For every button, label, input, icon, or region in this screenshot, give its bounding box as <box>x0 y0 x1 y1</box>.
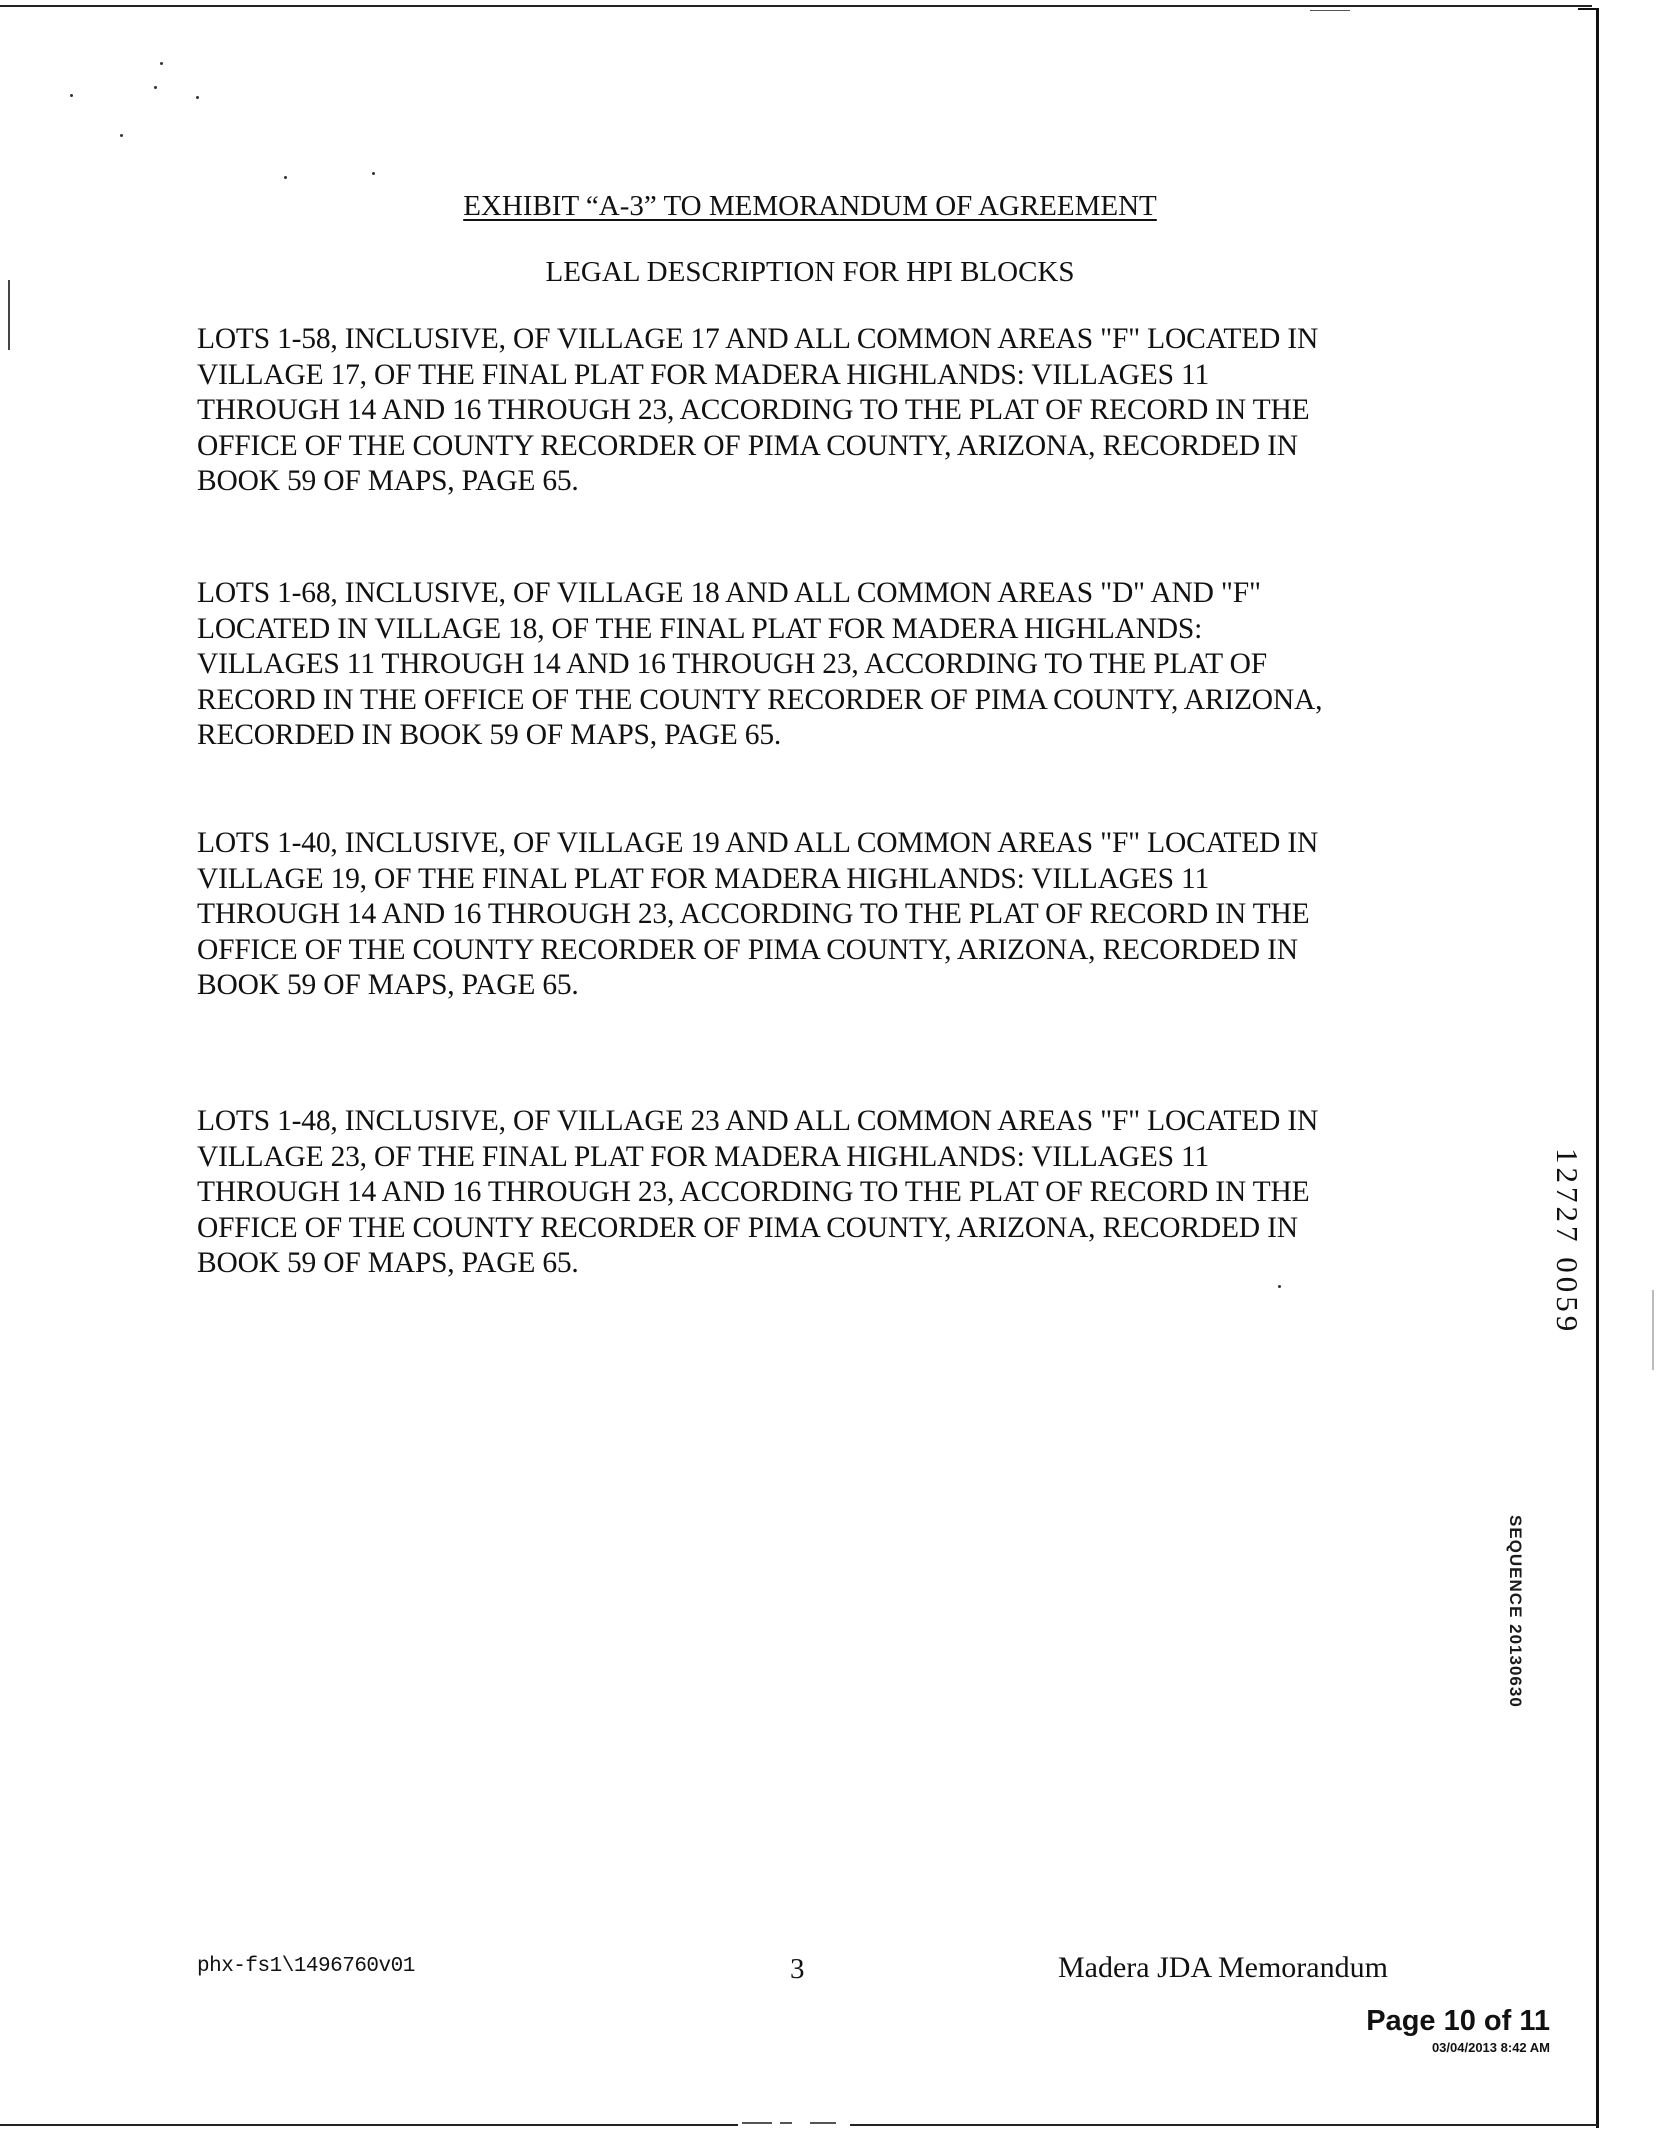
page-border-artifact <box>780 2122 792 2124</box>
page-border-artifact <box>1310 10 1350 11</box>
scan-speck <box>372 172 375 175</box>
recorder-timestamp: 03/04/2013 8:42 AM <box>1431 2040 1550 2055</box>
recorder-sequence-stamp: SEQUENCE 20130630 <box>1506 1515 1525 1708</box>
scan-edge-mark <box>8 280 10 350</box>
legal-description-paragraph: LOTS 1-68, INCLUSIVE, OF VILLAGE 18 AND ALL COMMON AREAS "D" AND "F" LOCATED IN VILLAGE 18, OF THE FINAL PLAT FOR MADERA HIGHLANDS: VILLAGES 11 THROUGH 14 AND 16 THROUGH 23, ACCORDING TO THE PLAT OF RECORD IN THE OFFICE OF THE COUNTY RECORDER OF PIMA COUNTY, ARIZONA, RECORDED IN BOOK 59 OF MAPS, PAGE 65. <box>197 577 1323 751</box>
scan-speck <box>284 176 287 179</box>
legal-description-paragraph: LOTS 1-48, INCLUSIVE, OF VILLAGE 23 AND ALL COMMON AREAS "F" LOCATED IN VILLAGE 23, OF THE FINAL PLAT FOR MADERA HIGHLANDS: VILLAGES 11 THROUGH 14 AND 16 THROUGH 23, ACCORDING TO THE PLAT OF RECORD IN THE OFFICE OF THE COUNTY RECORDER OF PIMA COUNTY, ARIZONA, RECORDED IN BOOK 59 OF MAPS, PAGE 65. <box>197 1105 1319 1279</box>
document-subtitle: LEGAL DESCRIPTION FOR HPI BLOCKS <box>545 256 1075 288</box>
page-border-top <box>0 5 1592 7</box>
scan-speck <box>160 62 163 65</box>
scan-speck <box>196 96 199 99</box>
page-border-artifact <box>742 2122 772 2124</box>
footer-document-title: Madera JDA Memorandum <box>1058 1951 1388 1984</box>
page-border-artifact <box>810 2122 836 2124</box>
exhibit-title <box>160 190 1460 222</box>
scan-speck <box>70 94 73 97</box>
scan-speck <box>120 134 123 137</box>
footer-page-number: 3 <box>790 1953 805 1985</box>
footer-file-id: phx-fs1\1496760v01 <box>197 1955 415 1978</box>
exhibit-title-text: EXHIBIT “A-3” TO MEMORANDUM OF AGREEMENT <box>463 190 1157 222</box>
recorder-docket-number: 12727 0059 <box>1550 1148 1585 1336</box>
legal-description-paragraph: LOTS 1-40, INCLUSIVE, OF VILLAGE 19 AND ALL COMMON AREAS "F" LOCATED IN VILLAGE 19, OF THE FINAL PLAT FOR MADERA HIGHLANDS: VILLAGES 11 THROUGH 14 AND 16 THROUGH 23, ACCORDING TO THE PLAT OF RECORD IN THE OFFICE OF THE COUNTY RECORDER OF PIMA COUNTY, ARIZONA, RECORDED IN BOOK 59 OF MAPS, PAGE 65. <box>197 827 1319 1001</box>
scan-edge-mark <box>1652 1290 1654 1370</box>
legal-description-paragraph: LOTS 1-58, INCLUSIVE, OF VILLAGE 17 AND ALL COMMON AREAS "F" LOCATED IN VILLAGE 17, OF THE FINAL PLAT FOR MADERA HIGHLANDS: VILLAGES 11 THROUGH 14 AND 16 THROUGH 23, ACCORDING TO THE PLAT OF RECORD IN THE OFFICE OF THE COUNTY RECORDER OF PIMA COUNTY, ARIZONA, RECORDED IN BOOK 59 OF MAPS, PAGE 65. <box>197 323 1319 497</box>
recorder-page-label: Page 10 of 11 <box>1366 2005 1550 2037</box>
page-border-corner <box>1578 8 1598 10</box>
scan-speck <box>1278 1285 1281 1288</box>
page-border-right <box>1596 8 1599 2128</box>
scan-speck <box>154 86 157 89</box>
